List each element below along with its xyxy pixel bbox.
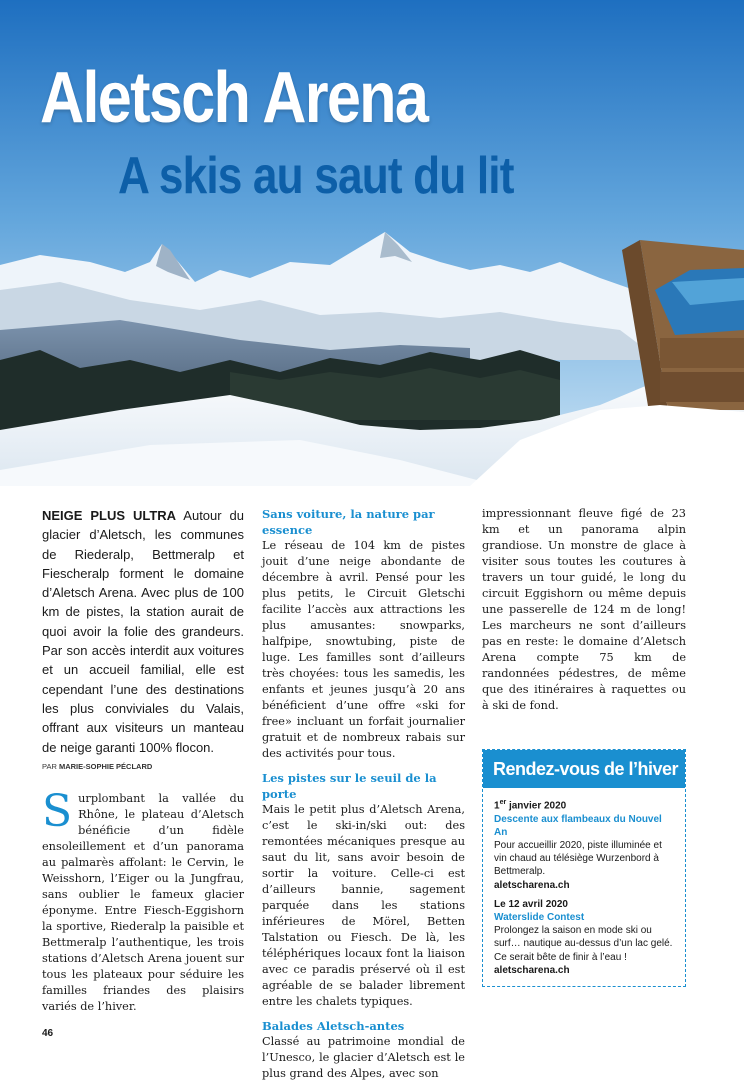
drop-cap: S (42, 785, 73, 837)
section-heading: Balades Aletsch-antes (262, 1019, 405, 1033)
event-item (494, 796, 675, 892)
event-description: Pour accueillir 2020, piste illuminée et vin chaud au télésiège Wurzenbord à Bettmeralp. (494, 839, 662, 878)
column-3 (482, 506, 686, 714)
page-subtitle: A skis au saut du lit (118, 147, 514, 205)
lead-kicker: NEIGE PLUS ULTRA (42, 508, 177, 523)
continuation-text: impressionnant fleuve figé de 23 km et un panorama alpin grandiose. Un monstre de glace à visiter sous toutes les coutures à travers un tour guidé, le long du circuit Eggishorn ou même depuis une passerelle de 124 m de long! Les marcheurs ne sont d’ailleurs pas en reste: le domaine d’Aletsch Arena compte 75 km de randonnées pédestres, de même que des itinéraires à raquettes ou à ski de fond. (482, 507, 686, 712)
page-number: 46 (42, 1028, 54, 1039)
events-box (482, 749, 686, 987)
event-link[interactable]: aletscharena.ch (494, 964, 570, 976)
event-date: Le 12 avril 2020 (494, 898, 568, 910)
lead-paragraph (42, 506, 244, 757)
byline (42, 762, 244, 771)
section-heading: Sans voiture, la nature par essence (262, 507, 435, 537)
event-item (494, 898, 675, 977)
event-date-ordinal: er (499, 799, 507, 806)
column-1 (42, 506, 244, 1015)
event-date-rest: janvier 2020 (508, 800, 567, 812)
section-heading: Les pistes sur le seuil de la porte (262, 771, 437, 801)
byline-author: MARIE-SOPHIE PÉCLARD (58, 761, 153, 771)
events-list (483, 788, 685, 977)
intro-text: urplombant la vallée du Rhône, le plateau d’Aletsch bénéficie d’un fidèle ensoleillement et d’un panorama au palmarès affolant: le Cervin, le Weisshorn, l’Eiger ou la Jungfrau, sans oublier le fameux glacier éponyme. Entre Fiesch-Eggishorn la sportive, Riederalp la paisible et Bettmeralp l’authentique, les trois stations d’Aletsch Arena jouent sur tous les plateaux pour séduire les familles friandes des plaisirs variés de l’hiver. (42, 791, 244, 1013)
event-name: Waterslide Contest (494, 911, 585, 923)
events-box-title: Rendez-vous de l’hiver (483, 750, 685, 788)
page-title: Aletsch Arena (40, 58, 428, 138)
section-text: Mais le petit plus d’Aletsch Arena, c’est le ski-in/ski out: des remontées mécaniques presque au saut du lit, sans avoir besoin de sortir la voiture. Celle-ci est d’ailleurs bannie, sagement parquée dans les stations inférieures de Mörel, Betten Talstation ou Fiesch. De là, les téléphériques locaux font la liaison avec ce paradis préservé où il est agréable de se balader librement entre les chalets typiques. (262, 803, 465, 1008)
section-text: Le réseau de 104 km de pistes jouit d’une neige abondante de décembre à avril. Pensé pour les plus petits, le Circuit Gletschi facilite l’accès aux attractions les plus amusantes: snowparks, halfpipe, snowtubing, piste de luge. Les familles sont d’ailleurs très choyées: tous les samedis, les enfants et jeunes jusqu’à 20 ans bénéficient d’une offre «ski for free» incluant un forfait journalier gratuit et de nombreux rabais sur des activités pour tous. (262, 539, 465, 760)
intro-paragraph (42, 785, 244, 1015)
event-description: Prolongez la saison en mode ski ou surf… nautique au-dessus d’un lac gelé. Ce serait bête de finir à l’eau ! (494, 925, 673, 963)
event-date-day: 1 (494, 800, 500, 812)
event-link[interactable]: aletscharena.ch (494, 879, 570, 891)
event-date (494, 796, 675, 813)
column-2 (262, 506, 465, 1082)
byline-prefix: PAR (42, 761, 57, 771)
lead-text: Autour du glacier d’Aletsch, les communes de Riederalp, Bettmeralp et Fiescheralp forment le domaine d’Aletsch Arena. Avec plus de 100 km de pistes, la station aurait de quoi avoir la folie des grandeurs. Par son accès interdit aux voitures et un accueil familial, elle est cependant l’une des destinations les plus conviviales du Valais, offrant aux visiteurs un manteau de neige garanti 100% flocon. (42, 508, 244, 755)
event-name: Descente aux flambeaux du Nouvel An (494, 813, 662, 838)
section-text: Classé au patrimoine mondial de l’Unesco, le glacier d’Aletsch est le plus grand des Alpes, avec son (262, 1035, 465, 1080)
